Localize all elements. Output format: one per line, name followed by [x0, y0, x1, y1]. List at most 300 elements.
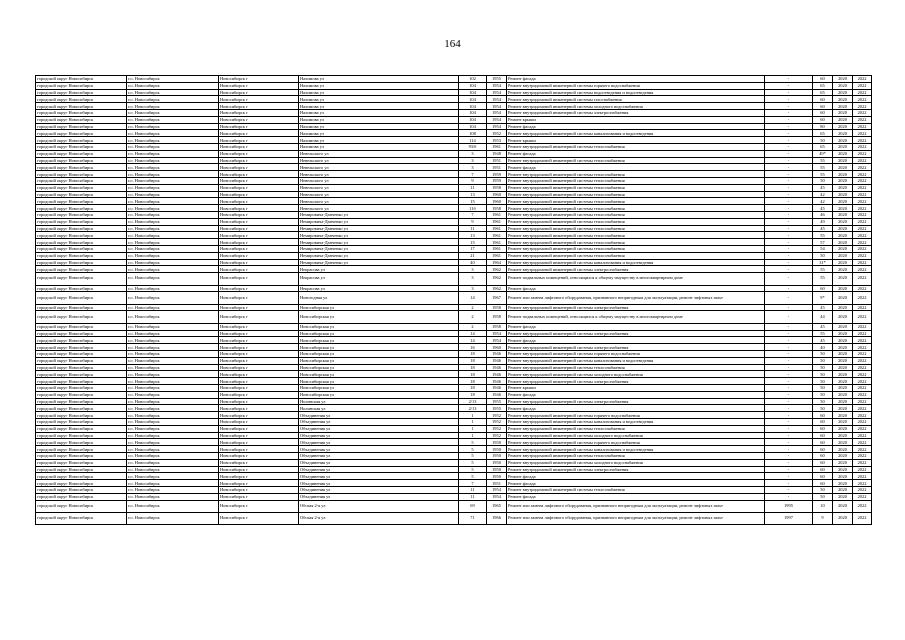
settlement-cell: г.о. Новосибирск — [127, 439, 219, 446]
street-cell: Нахимова ул — [299, 89, 459, 96]
city-cell: Новосибирск г — [219, 130, 299, 137]
table-row — [36, 439, 872, 446]
street-cell: Некрасова ул — [299, 273, 459, 285]
municipality-cell: городской округ Новосибирск — [36, 405, 127, 412]
last-repair-year-cell: - — [765, 337, 813, 344]
street-cell: Нахимова ул — [299, 143, 459, 150]
settlement-cell: г.о. Новосибирск — [127, 225, 219, 232]
settlement-cell: г.о. Новосибирск — [127, 304, 219, 311]
house-number-cell: 16 — [459, 344, 487, 351]
end-year-cell: 2022 — [853, 76, 872, 83]
table-row — [36, 198, 872, 205]
settlement-cell: г.о. Новосибирск — [127, 351, 219, 358]
end-year-cell: 2022 — [853, 439, 872, 446]
street-cell: Новосибирская ул — [299, 378, 459, 385]
municipality-cell: городской округ Новосибирск — [36, 273, 127, 285]
last-repair-year-cell: - — [765, 191, 813, 198]
work-type-cell: Ремонт фасада — [507, 123, 765, 130]
table-row — [36, 130, 872, 137]
street-cell: Новосибирская ул — [299, 311, 459, 323]
build-year-cell: 1966 — [487, 512, 507, 524]
work-type-cell: Ремонт внутридомовой инженерной системы теплоснабжения — [507, 225, 765, 232]
wear-cell: 60 — [813, 432, 833, 439]
work-type-cell: Ремонт фасада — [507, 473, 765, 480]
work-type-cell: Ремонт внутридомовой инженерной системы электроснабжения — [507, 378, 765, 385]
street-cell: Объединения ул — [299, 453, 459, 460]
street-cell: Некрасова ул — [299, 266, 459, 273]
table-row — [36, 89, 872, 96]
settlement-cell: г.о. Новосибирск — [127, 487, 219, 494]
last-repair-year-cell: - — [765, 245, 813, 252]
table-row — [36, 337, 872, 344]
build-year-cell: 1950 — [487, 466, 507, 473]
work-type-cell: Ремонт внутридомовой инженерной системы канализования и водоотведения — [507, 446, 765, 453]
end-year-cell: 2022 — [853, 285, 872, 292]
municipality-cell: городской округ Новосибирск — [36, 323, 127, 330]
settlement-cell: г.о. Новосибирск — [127, 357, 219, 364]
build-year-cell: 1955 — [487, 76, 507, 83]
house-number-cell: 3 — [459, 164, 487, 171]
municipality-cell: городской округ Новосибирск — [36, 453, 127, 460]
table-row — [36, 96, 872, 103]
end-year-cell: 2022 — [853, 177, 872, 184]
city-cell: Новосибирск г — [219, 123, 299, 130]
street-cell: Нолинская ул — [299, 398, 459, 405]
city-cell: Новосибирск г — [219, 459, 299, 466]
start-year-cell: 2020 — [833, 419, 853, 426]
city-cell: Новосибирск г — [219, 405, 299, 412]
municipality-cell: городской округ Новосибирск — [36, 425, 127, 432]
end-year-cell: 2022 — [853, 512, 872, 524]
city-cell: Новосибирск г — [219, 259, 299, 266]
settlement-cell: г.о. Новосибирск — [127, 378, 219, 385]
build-year-cell: 1954 — [487, 89, 507, 96]
last-repair-year-cell: - — [765, 273, 813, 285]
build-year-cell: 1946 — [487, 378, 507, 385]
start-year-cell: 2020 — [833, 473, 853, 480]
house-number-cell: 5 — [459, 459, 487, 466]
end-year-cell: 2022 — [853, 344, 872, 351]
wear-cell: 45 — [813, 225, 833, 232]
work-type-cell: Ремонт фасада — [507, 285, 765, 292]
start-year-cell: 2020 — [833, 130, 853, 137]
start-year-cell: 2020 — [833, 351, 853, 358]
house-number-cell: 11б — [459, 205, 487, 212]
wear-cell: 55 — [813, 164, 833, 171]
end-year-cell: 2022 — [853, 500, 872, 512]
house-number-cell: 9 — [459, 218, 487, 225]
start-year-cell: 2020 — [833, 323, 853, 330]
municipality-cell: городской округ Новосибирск — [36, 364, 127, 371]
wear-cell: 50 — [813, 405, 833, 412]
settlement-cell: г.о. Новосибирск — [127, 330, 219, 337]
start-year-cell: 2020 — [833, 177, 853, 184]
build-year-cell: 1961 — [487, 218, 507, 225]
end-year-cell: 2022 — [853, 116, 872, 123]
municipality-cell: городской округ Новосибирск — [36, 225, 127, 232]
city-cell: Новосибирск г — [219, 425, 299, 432]
start-year-cell: 2020 — [833, 371, 853, 378]
start-year-cell: 2020 — [833, 109, 853, 116]
start-year-cell: 2020 — [833, 311, 853, 323]
street-cell: Обская 2-я ул — [299, 500, 459, 512]
wear-cell: 50 — [813, 378, 833, 385]
table-row — [36, 285, 872, 292]
work-type-cell: Ремонт внутридомовой инженерной системы горячего водоснабжения — [507, 412, 765, 419]
work-type-cell: Ремонт внутридомовой инженерной системы канализования и водоотведения — [507, 419, 765, 426]
settlement-cell: г.о. Новосибирск — [127, 171, 219, 178]
city-cell: Новосибирск г — [219, 96, 299, 103]
city-cell: Новосибирск г — [219, 150, 299, 157]
end-year-cell: 2022 — [853, 239, 872, 246]
municipality-cell: городской округ Новосибирск — [36, 205, 127, 212]
wear-cell: 60 — [813, 473, 833, 480]
table-row — [36, 323, 872, 330]
last-repair-year-cell: - — [765, 76, 813, 83]
table-row — [36, 344, 872, 351]
municipality-cell: городской округ Новосибирск — [36, 357, 127, 364]
settlement-cell: г.о. Новосибирск — [127, 103, 219, 110]
house-number-cell: 2 — [459, 311, 487, 323]
wear-cell: 57 — [813, 239, 833, 246]
wear-cell: 60 — [813, 285, 833, 292]
end-year-cell: 2022 — [853, 412, 872, 419]
last-repair-year-cell: - — [765, 109, 813, 116]
table-row — [36, 330, 872, 337]
wear-cell: 50 — [813, 391, 833, 398]
street-cell: Новосибирская ул — [299, 385, 459, 392]
house-number-cell: 69 — [459, 500, 487, 512]
build-year-cell: 1950 — [487, 439, 507, 446]
city-cell: Новосибирск г — [219, 171, 299, 178]
work-type-cell: Ремонт фасада — [507, 150, 765, 157]
start-year-cell: 2020 — [833, 385, 853, 392]
table-row — [36, 116, 872, 123]
wear-cell: 60 — [813, 116, 833, 123]
last-repair-year-cell: - — [765, 398, 813, 405]
settlement-cell: г.о. Новосибирск — [127, 391, 219, 398]
work-type-cell: Ремонт внутридомовой инженерной системы холодного водоснабжения — [507, 371, 765, 378]
work-type-cell: Ремонт внутридомовой инженерной системы теплоснабжения — [507, 205, 765, 212]
start-year-cell: 2020 — [833, 82, 853, 89]
wear-cell: 55 — [813, 266, 833, 273]
last-repair-year-cell: - — [765, 252, 813, 259]
house-number-cell: 102 — [459, 76, 487, 83]
last-repair-year-cell: - — [765, 123, 813, 130]
work-type-cell: Ремонт фасада — [507, 337, 765, 344]
city-cell: Новосибирск г — [219, 344, 299, 351]
municipality-cell: городской округ Новосибирск — [36, 157, 127, 164]
city-cell: Новосибирск г — [219, 466, 299, 473]
city-cell: Новосибирск г — [219, 419, 299, 426]
municipality-cell: городской округ Новосибирск — [36, 123, 127, 130]
table-row — [36, 157, 872, 164]
last-repair-year-cell: - — [765, 391, 813, 398]
municipality-cell: городской округ Новосибирск — [36, 385, 127, 392]
city-cell: Новосибирск г — [219, 184, 299, 191]
city-cell: Новосибирск г — [219, 239, 299, 246]
start-year-cell: 2020 — [833, 191, 853, 198]
table-row — [36, 351, 872, 358]
last-repair-year-cell: - — [765, 198, 813, 205]
city-cell: Новосибирск г — [219, 205, 299, 212]
last-repair-year-cell: - — [765, 304, 813, 311]
wear-cell: 50 — [813, 357, 833, 364]
end-year-cell: 2022 — [853, 330, 872, 337]
work-type-cell: Ремонт внутридомовой инженерной системы холодного водоснабжения — [507, 459, 765, 466]
municipality-cell: городской округ Новосибирск — [36, 177, 127, 184]
street-cell: Нахимова ул — [299, 82, 459, 89]
settlement-cell: г.о. Новосибирск — [127, 109, 219, 116]
start-year-cell: 2020 — [833, 123, 853, 130]
end-year-cell: 2022 — [853, 432, 872, 439]
city-cell: Новосибирск г — [219, 76, 299, 83]
house-number-cell: 3 — [459, 157, 487, 164]
municipality-cell: городской округ Новосибирск — [36, 378, 127, 385]
street-cell: Нахимова ул — [299, 137, 459, 144]
build-year-cell: 1946 — [487, 385, 507, 392]
work-type-cell: Ремонт внутридомовой инженерной системы теплоснабжения — [507, 171, 765, 178]
wear-cell: 45 — [813, 323, 833, 330]
end-year-cell: 2022 — [853, 157, 872, 164]
build-year-cell: 1952 — [487, 130, 507, 137]
work-type-cell: Ремонт внутридомовой инженерной системы теплоснабжения — [507, 184, 765, 191]
build-year-cell: 1946 — [487, 364, 507, 371]
start-year-cell: 2020 — [833, 439, 853, 446]
end-year-cell: 2022 — [853, 245, 872, 252]
house-number-cell: 18 — [459, 391, 487, 398]
end-year-cell: 2022 — [853, 191, 872, 198]
settlement-cell: г.о. Новосибирск — [127, 273, 219, 285]
settlement-cell: г.о. Новосибирск — [127, 184, 219, 191]
house-number-cell: 5 — [459, 446, 487, 453]
build-year-cell: 1954 — [487, 123, 507, 130]
settlement-cell: г.о. Новосибирск — [127, 266, 219, 273]
build-year-cell: 1954 — [487, 487, 507, 494]
city-cell: Новосибирск г — [219, 191, 299, 198]
street-cell: Новосибирская ул — [299, 330, 459, 337]
work-type-cell: Ремонт внутридомовой инженерной системы теплоснабжения — [507, 425, 765, 432]
table-row — [36, 304, 872, 311]
last-repair-year-cell: - — [765, 89, 813, 96]
last-repair-year-cell: - — [765, 218, 813, 225]
start-year-cell: 2020 — [833, 304, 853, 311]
city-cell: Новосибирск г — [219, 364, 299, 371]
end-year-cell: 2022 — [853, 164, 872, 171]
start-year-cell: 2020 — [833, 245, 853, 252]
settlement-cell: г.о. Новосибирск — [127, 323, 219, 330]
city-cell: Новосибирск г — [219, 391, 299, 398]
start-year-cell: 2020 — [833, 446, 853, 453]
wear-cell: 60 — [813, 419, 833, 426]
wear-cell: 65 — [813, 143, 833, 150]
start-year-cell: 2020 — [833, 412, 853, 419]
municipality-cell: городской округ Новосибирск — [36, 311, 127, 323]
build-year-cell: 1964 — [487, 259, 507, 266]
end-year-cell: 2022 — [853, 225, 872, 232]
end-year-cell: 2022 — [853, 218, 872, 225]
table-row — [36, 453, 872, 460]
settlement-cell: г.о. Новосибирск — [127, 76, 219, 83]
work-type-cell: Ремонт внутридомовой инженерной системы теплоснабжения — [507, 177, 765, 184]
table-row — [36, 311, 872, 323]
wear-cell: 9 — [813, 512, 833, 524]
city-cell: Новосибирск г — [219, 89, 299, 96]
street-cell: Немировича-Данченко ул — [299, 211, 459, 218]
municipality-cell: городской округ Новосибирск — [36, 232, 127, 239]
work-type-cell: Ремонт внутридомовой инженерной системы канализования и водоотведения — [507, 357, 765, 364]
settlement-cell: г.о. Новосибирск — [127, 239, 219, 246]
house-number-cell: 18 — [459, 364, 487, 371]
wear-cell: 50 — [813, 371, 833, 378]
work-type-cell: Ремонт внутридомовой инженерной системы канализования и водоотведения — [507, 130, 765, 137]
start-year-cell: 2020 — [833, 171, 853, 178]
build-year-cell: 1950 — [487, 459, 507, 466]
municipality-cell: городской округ Новосибирск — [36, 76, 127, 83]
work-type-cell: Ремонт фасада — [507, 391, 765, 398]
start-year-cell: 2020 — [833, 184, 853, 191]
start-year-cell: 2020 — [833, 432, 853, 439]
wear-cell: 60 — [813, 446, 833, 453]
start-year-cell: 2020 — [833, 337, 853, 344]
wear-cell: 50 — [813, 487, 833, 494]
table-row — [36, 493, 872, 500]
street-cell: Объединения ул — [299, 446, 459, 453]
last-repair-year-cell: - — [765, 378, 813, 385]
table-row — [36, 500, 872, 512]
house-number-cell: 104 — [459, 116, 487, 123]
settlement-cell: г.о. Новосибирск — [127, 473, 219, 480]
work-type-cell: Ремонт внутридомовой инженерной системы теплоснабжения — [507, 252, 765, 259]
build-year-cell: 1951 — [487, 480, 507, 487]
end-year-cell: 2022 — [853, 259, 872, 266]
settlement-cell: г.о. Новосибирск — [127, 150, 219, 157]
wear-cell: 55 — [813, 232, 833, 239]
start-year-cell: 2020 — [833, 96, 853, 103]
municipality-cell: городской округ Новосибирск — [36, 116, 127, 123]
last-repair-year-cell: - — [765, 439, 813, 446]
last-repair-year-cell: - — [765, 344, 813, 351]
end-year-cell: 2022 — [853, 82, 872, 89]
work-type-cell: Ремонт внутридомовой инженерной системы электроснабжения — [507, 398, 765, 405]
street-cell: Немировича-Данченко ул — [299, 252, 459, 259]
settlement-cell: г.о. Новосибирск — [127, 512, 219, 524]
work-type-cell: Ремонт внутридомовой инженерной системы теплоснабжения — [507, 191, 765, 198]
work-type-cell: Ремонт внутридомовой инженерной системы горячего водоснабжения — [507, 351, 765, 358]
city-cell: Новосибирск г — [219, 292, 299, 304]
work-type-cell: Ремонт внутридомовой инженерной системы электроснабжения — [507, 266, 765, 273]
settlement-cell: г.о. Новосибирск — [127, 89, 219, 96]
municipality-cell: городской округ Новосибирск — [36, 285, 127, 292]
end-year-cell: 2022 — [853, 385, 872, 392]
house-number-cell: 1 — [459, 419, 487, 426]
city-cell: Новосибирск г — [219, 500, 299, 512]
end-year-cell: 2022 — [853, 351, 872, 358]
city-cell: Новосибирск г — [219, 137, 299, 144]
table-row — [36, 171, 872, 178]
wear-cell: 65 — [813, 82, 833, 89]
house-number-cell: 11 — [459, 184, 487, 191]
last-repair-year-cell: - — [765, 493, 813, 500]
table-row — [36, 184, 872, 191]
wear-cell: 55 — [813, 171, 833, 178]
start-year-cell: 2020 — [833, 292, 853, 304]
build-year-cell: 1959 — [487, 171, 507, 178]
build-year-cell: 1946 — [487, 371, 507, 378]
start-year-cell: 2020 — [833, 493, 853, 500]
settlement-cell: г.о. Новосибирск — [127, 480, 219, 487]
city-cell: Новосибирск г — [219, 103, 299, 110]
end-year-cell: 2022 — [853, 459, 872, 466]
last-repair-year-cell: - — [765, 157, 813, 164]
table-row — [36, 205, 872, 212]
municipality-cell: городской округ Новосибирск — [36, 252, 127, 259]
wear-cell: 50 — [813, 351, 833, 358]
settlement-cell: г.о. Новосибирск — [127, 500, 219, 512]
start-year-cell: 2020 — [833, 459, 853, 466]
municipality-cell: городской округ Новосибирск — [36, 82, 127, 89]
street-cell: Новосибирская ул — [299, 357, 459, 364]
street-cell: Объединения ул — [299, 425, 459, 432]
wear-cell: 50 — [813, 137, 833, 144]
street-cell: Новосибирская ул — [299, 364, 459, 371]
settlement-cell: г.о. Новосибирск — [127, 459, 219, 466]
settlement-cell: г.о. Новосибирск — [127, 252, 219, 259]
page-number: 164 — [444, 38, 461, 50]
street-cell: Немировича-Данченко ул — [299, 259, 459, 266]
city-cell: Новосибирск г — [219, 198, 299, 205]
city-cell: Новосибирск г — [219, 266, 299, 273]
wear-cell: 60 — [813, 466, 833, 473]
build-year-cell: 1965 — [487, 500, 507, 512]
municipality-cell: городской округ Новосибирск — [36, 266, 127, 273]
city-cell: Новосибирск г — [219, 211, 299, 218]
work-type-cell: Ремонт внутридомовой инженерной системы канализования и водоотведения — [507, 259, 765, 266]
end-year-cell: 2022 — [853, 137, 872, 144]
house-number-cell: 18 — [459, 385, 487, 392]
street-cell: Нахимова ул — [299, 130, 459, 137]
street-cell: Объединения ул — [299, 412, 459, 419]
city-cell: Новосибирск г — [219, 480, 299, 487]
end-year-cell: 2022 — [853, 311, 872, 323]
wear-cell: 60 — [813, 453, 833, 460]
city-cell: Новосибирск г — [219, 330, 299, 337]
work-type-cell: Ремонт внутридомовой инженерной системы теплоснабжения — [507, 143, 765, 150]
wear-cell: 9* — [813, 292, 833, 304]
last-repair-year-cell: - — [765, 184, 813, 191]
house-number-cell: 5 — [459, 453, 487, 460]
street-cell: Объединения ул — [299, 466, 459, 473]
last-repair-year-cell: - — [765, 446, 813, 453]
city-cell: Новосибирск г — [219, 439, 299, 446]
city-cell: Новосибирск г — [219, 82, 299, 89]
end-year-cell: 2022 — [853, 292, 872, 304]
street-cell: Новосибирская ул — [299, 371, 459, 378]
wear-cell: 80 — [813, 123, 833, 130]
wear-cell: 60 — [813, 439, 833, 446]
start-year-cell: 2020 — [833, 205, 853, 212]
last-repair-year-cell: - — [765, 459, 813, 466]
house-number-cell: 2 — [459, 323, 487, 330]
street-cell: Нахимова ул — [299, 116, 459, 123]
municipality-cell: городской округ Новосибирск — [36, 419, 127, 426]
house-number-cell: 7 — [459, 480, 487, 487]
municipality-cell: городской округ Новосибирск — [36, 344, 127, 351]
wear-cell: 46 — [813, 211, 833, 218]
street-cell: Новогодняя ул — [299, 292, 459, 304]
build-year-cell: 1962 — [487, 266, 507, 273]
work-type-cell: Ремонт фасада — [507, 480, 765, 487]
